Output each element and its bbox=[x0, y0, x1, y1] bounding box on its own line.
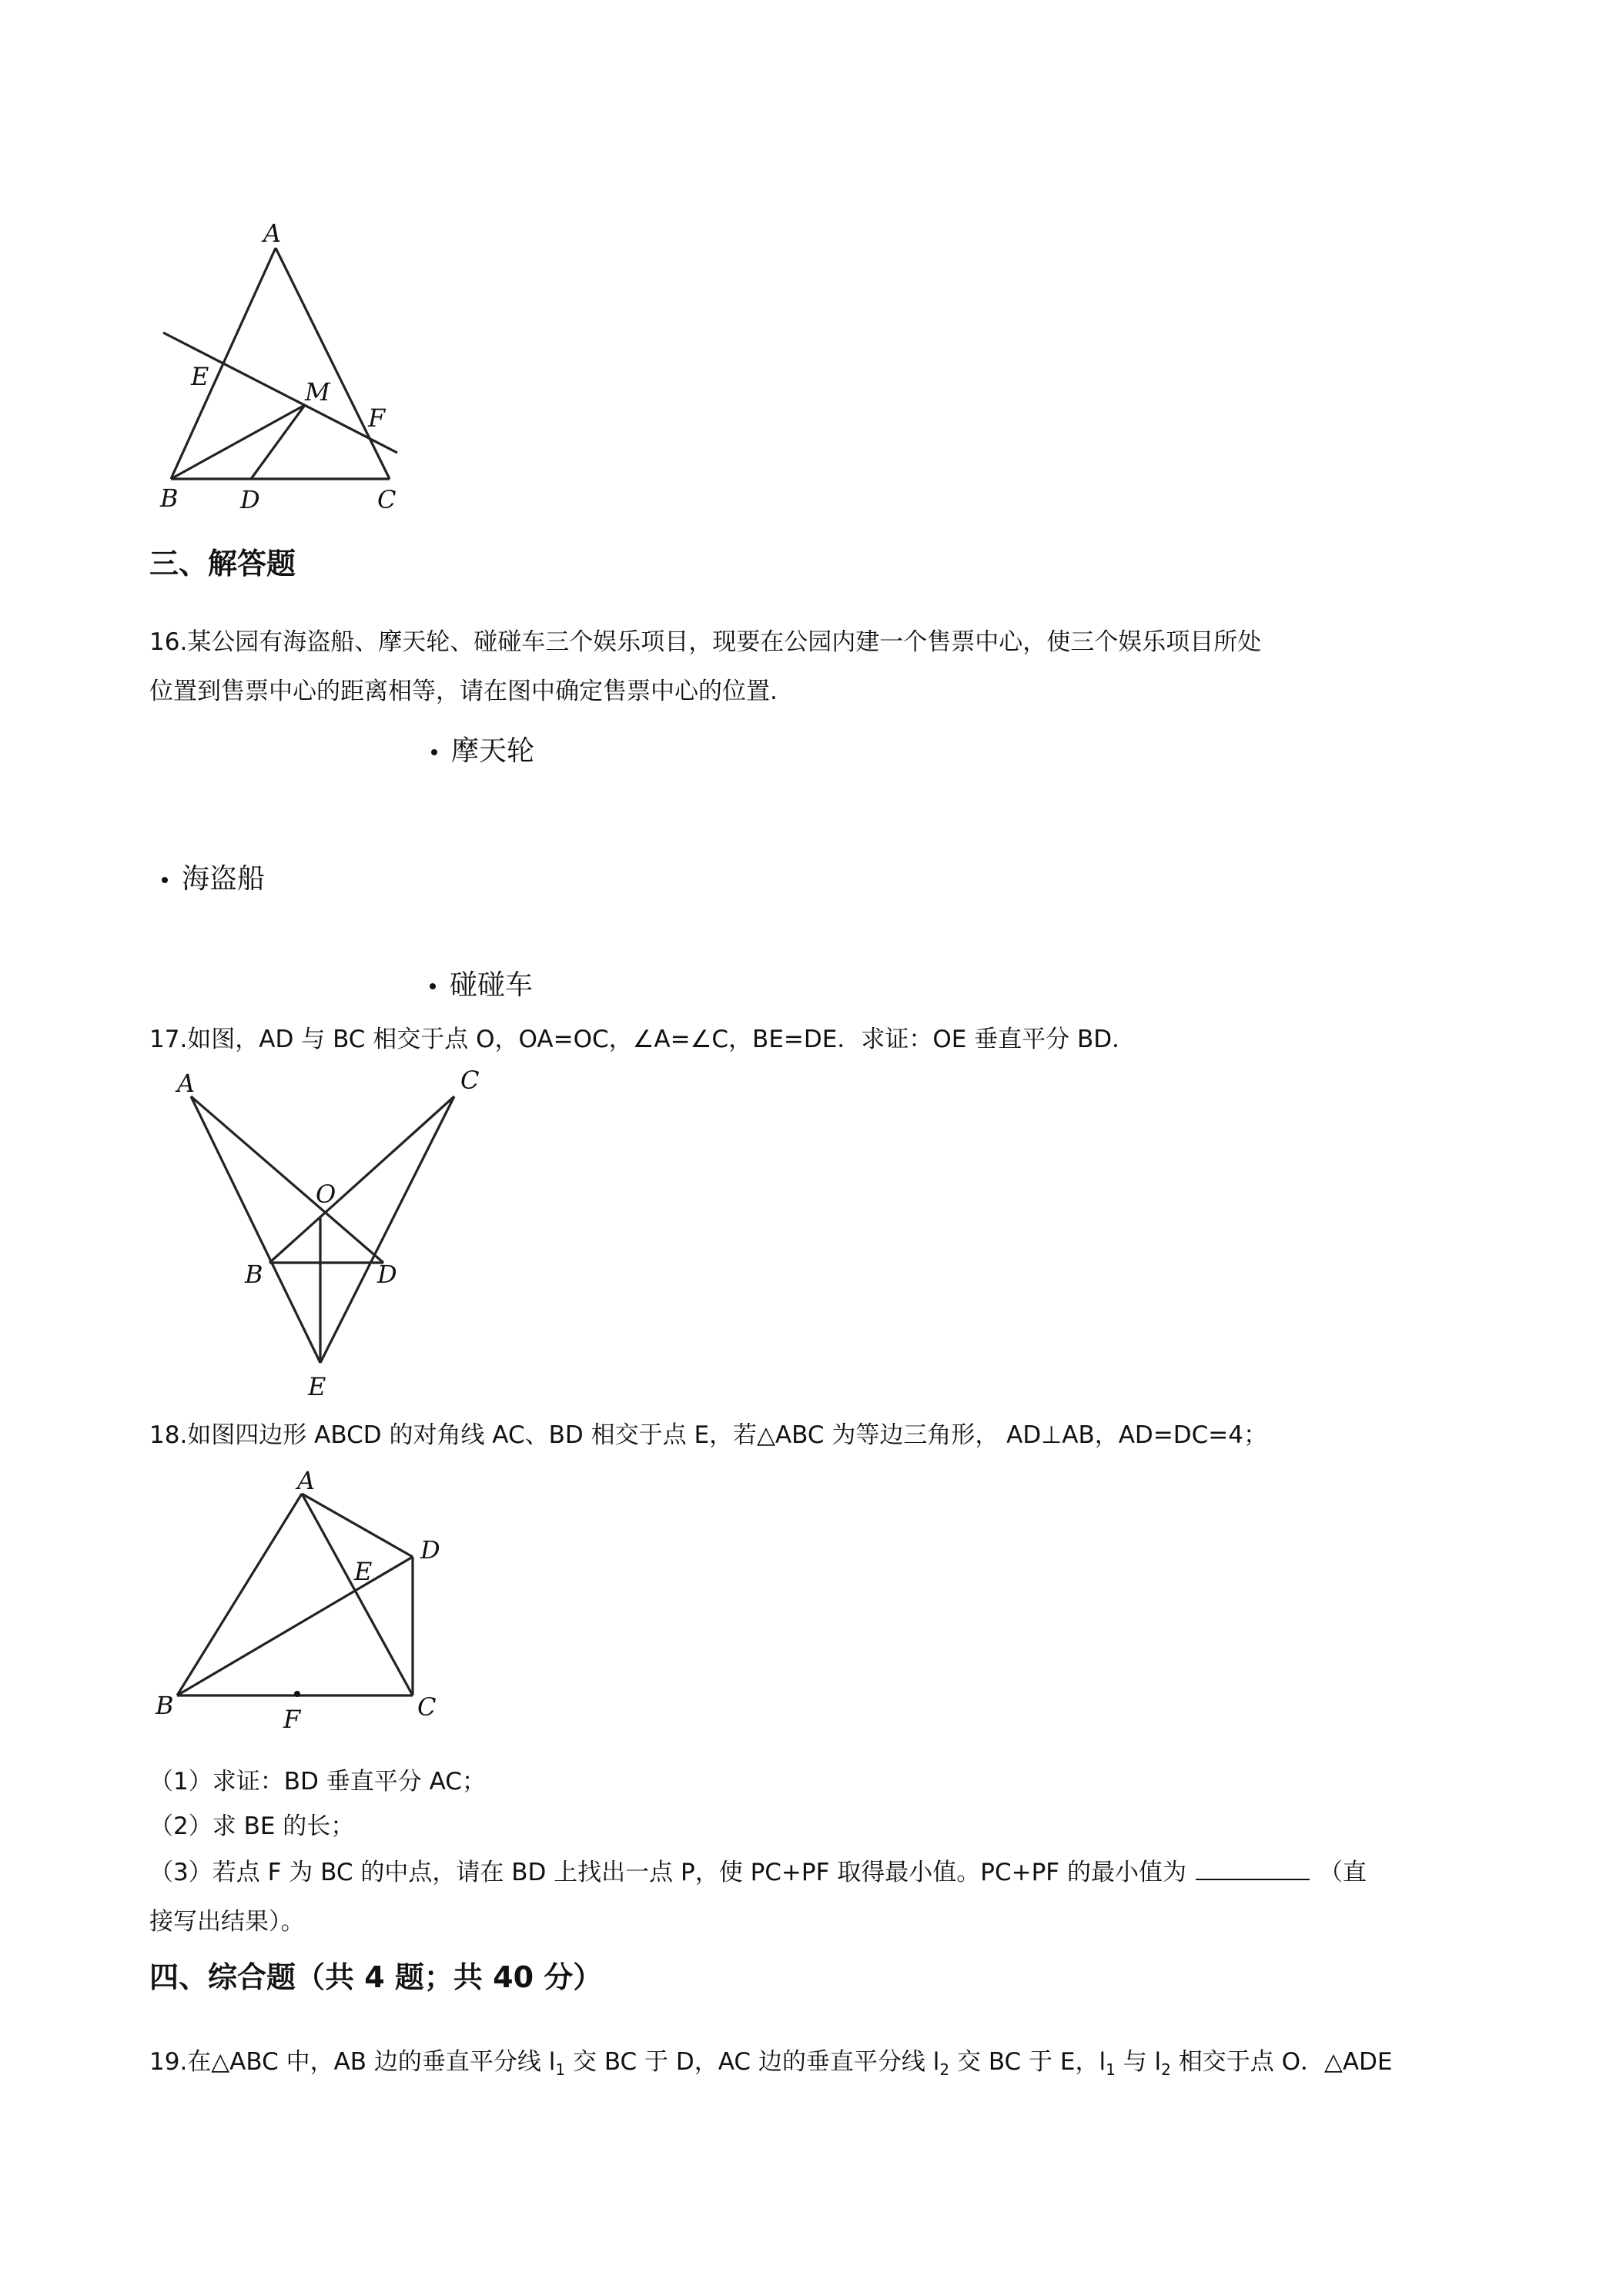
question-16-line-2: 位置到售票中心的距离相等，请在图中确定售票中心的位置. bbox=[149, 678, 778, 705]
question-19-text bbox=[149, 2037, 1393, 2087]
label-f: F bbox=[283, 1705, 301, 1734]
label-b: B bbox=[156, 1691, 174, 1720]
label-d: D bbox=[420, 1535, 440, 1565]
label-b: B bbox=[160, 484, 179, 513]
label-e: E bbox=[191, 362, 209, 391]
question-18-part-3-cont: 接写出结果）。 bbox=[149, 1908, 305, 1936]
q19-part: 与 l bbox=[1115, 2048, 1162, 2076]
part-3-text: （3）若点 F 为 BC 的中点，请在 BD 上找出一点 P，使 PC+PF 取得最小值。PC+PF 的最小值为 bbox=[149, 1859, 1186, 1886]
label-d: D bbox=[240, 485, 260, 514]
label-a: A bbox=[177, 1069, 196, 1098]
subscript: 2 bbox=[939, 2060, 950, 2080]
label-o: O bbox=[316, 1180, 336, 1209]
subscript: 2 bbox=[1161, 2060, 1171, 2080]
subscript: 1 bbox=[555, 2060, 566, 2080]
question-18-text: 18.如图四边形 ABCD 的对角线 AC、BD 相交于点 E，若△ABC 为等边三角形， AD⊥AB，AD=DC=4； bbox=[149, 1421, 1267, 1449]
q19-part: 交 BC 于 E，l bbox=[949, 2048, 1106, 2076]
label-e: E bbox=[308, 1372, 326, 1401]
part-3-tail: （直 bbox=[1318, 1859, 1367, 1886]
q19-part: 相交于点 O．△ADE bbox=[1170, 2048, 1393, 2076]
label-c: C bbox=[377, 485, 397, 514]
place-label: 摩天轮 bbox=[451, 735, 535, 767]
place-label: 碰碰车 bbox=[450, 969, 534, 1001]
label-c: C bbox=[417, 1692, 437, 1722]
label-a: A bbox=[263, 219, 282, 248]
label-f: F bbox=[368, 403, 386, 433]
diagonal-bd bbox=[177, 1557, 413, 1695]
label-c: C bbox=[460, 1066, 480, 1095]
label-e: E bbox=[354, 1557, 373, 1586]
label-d: D bbox=[377, 1260, 397, 1289]
label-a: A bbox=[297, 1466, 316, 1495]
section-heading-comprehensive: 四、综合题（共 4 题；共 40 分） bbox=[149, 1960, 603, 1994]
point-f bbox=[294, 1691, 300, 1697]
q19-part: 交 BC 于 D，AC 边的垂直平分线 l bbox=[565, 2048, 940, 2076]
question-16-line-1: 16.某公园有海盗船、摩天轮、碰碰车三个娱乐项目，现要在公园内建一个售票中心，使三个娱乐项目所处 bbox=[149, 628, 1262, 656]
question-18-part-2: （2）求 BE 的长； bbox=[149, 1812, 355, 1840]
label-m: M bbox=[305, 377, 330, 407]
answer-blank[interactable] bbox=[1196, 1853, 1310, 1880]
question-18-part-3 bbox=[149, 1848, 1367, 1897]
place-label: 海盗船 bbox=[182, 863, 266, 895]
question-18-part-1: （1）求证：BD 垂直平分 AC； bbox=[149, 1768, 486, 1796]
q19-part: 19.在△ABC 中，AB 边的垂直平分线 l bbox=[149, 2048, 556, 2076]
edge-ab bbox=[177, 1494, 302, 1695]
label-b: B bbox=[245, 1260, 263, 1289]
question-17-text: 17.如图，AD 与 BC 相交于点 O，OA=OC，∠A=∠C，BE=DE．求证：OE 垂直平分 BD． bbox=[149, 1026, 1136, 1053]
subscript: 1 bbox=[1106, 2060, 1116, 2080]
section-heading-answers: 三、解答题 bbox=[149, 547, 296, 581]
